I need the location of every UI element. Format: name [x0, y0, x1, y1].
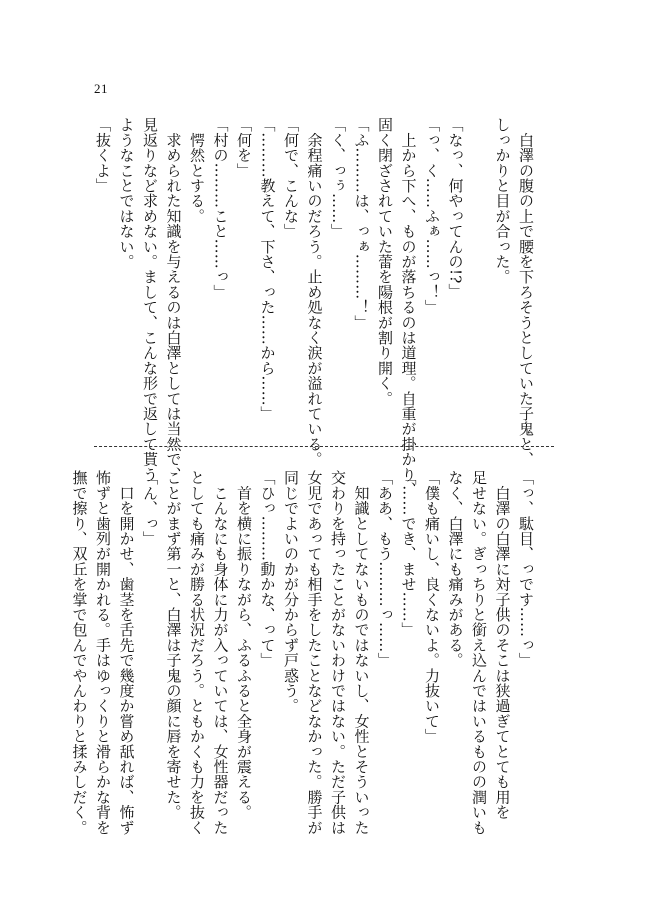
text-line: 「村の………こと……っ」 [211, 117, 230, 300]
text-line: 白澤の腹の上で腰を下ろそうとしていた子鬼と、 [517, 117, 535, 467]
top-text-block [94, 117, 537, 497]
page-number: 21 [94, 81, 108, 96]
text-line: 知識としてないものではないし、女性とそういった [352, 470, 371, 835]
section-divider [94, 446, 554, 447]
text-line: 足せない。ぎっちりと銜え込んではいるものの潤いも [470, 470, 488, 835]
text-line: 「ん、っ」 [141, 470, 159, 546]
text-line: 固く閉ざされていた蕾を陽根が割り開く。 [376, 117, 394, 406]
text-line: 「ふ………は、っぁ………！」 [352, 117, 371, 330]
text-line: 「……でき、ませ……」 [399, 470, 418, 638]
text-line: 怖ずと歯列が開かれる。手はゆっくりと滑らかな背を [94, 470, 112, 835]
text-line: 「っ、く……ふぁ……っ！」 [423, 117, 441, 315]
text-line: 「………教えて、下さ、った……から……」 [258, 117, 277, 421]
text-line: 上から下へ、ものが落ちるのは道理。自重が掛かり、 [399, 117, 418, 497]
text-line: ことがまず第一と、白澤は子鬼の顔に唇を寄せた。 [164, 470, 183, 820]
text-line: 「何で、こんな」 [282, 117, 300, 239]
text-line: 愕然とする。 [188, 117, 206, 224]
bottom-text-block [70, 470, 537, 835]
text-line: 求められた知識を与えるのは白澤としては当然で、 [164, 117, 183, 482]
text-line: 見返りなど求めない。まして、こんな形で返して貰う [141, 117, 159, 482]
text-line: 首を横に振りながら、ふるふると全身が震える。 [235, 470, 253, 820]
text-line: 白澤の白澤に対子供のそこは狭過ぎてとても用を [493, 470, 512, 820]
text-line: 「何を」 [235, 117, 253, 178]
text-line: 「抜くよ」 [94, 117, 112, 193]
text-line: 同じでよいのかが分からず戸惑う。 [282, 470, 300, 714]
text-line: 余程痛いのだろう。止め処なく涙が溢れている。 [305, 117, 324, 467]
text-line: なく、白澤にも痛みがある。 [446, 470, 465, 668]
text-line: ようなことではない。 [117, 117, 136, 269]
text-line: 交わりを持ったことがないわけではない。ただ子供は [329, 470, 347, 835]
text-line: としても痛みが勝る状況だろう。ともかくも力を抜く [188, 470, 206, 835]
text-line: 撫で擦り、双丘を掌で包んでやんわりと揉みしだく。 [70, 470, 89, 835]
text-line: 口を開かせ、歯茎を舌先で幾度か嘗め舐れば、怖ず [117, 470, 136, 835]
text-line: 「なっ、何やってんの!?」 [446, 117, 465, 299]
text-line: こんなにも身体に力が入っていては、女性器だった [211, 470, 230, 835]
text-line: 「ひっ………動かな、って」 [258, 470, 277, 668]
text-line: 「ああ、もう………っ……」 [376, 470, 394, 668]
text-line: 「っ、駄目、っです……っ」 [517, 470, 535, 668]
text-line: 「僕も痛いし、良くないよ。力抜いて」 [423, 470, 441, 744]
text-line: 女児であっても相手をしたことなどなかった。勝手が [305, 470, 324, 835]
blank-line [467, 117, 491, 387]
text-line: 「く、っぅ……」 [329, 117, 347, 239]
text-line: しっかりと目が合った。 [493, 117, 512, 285]
